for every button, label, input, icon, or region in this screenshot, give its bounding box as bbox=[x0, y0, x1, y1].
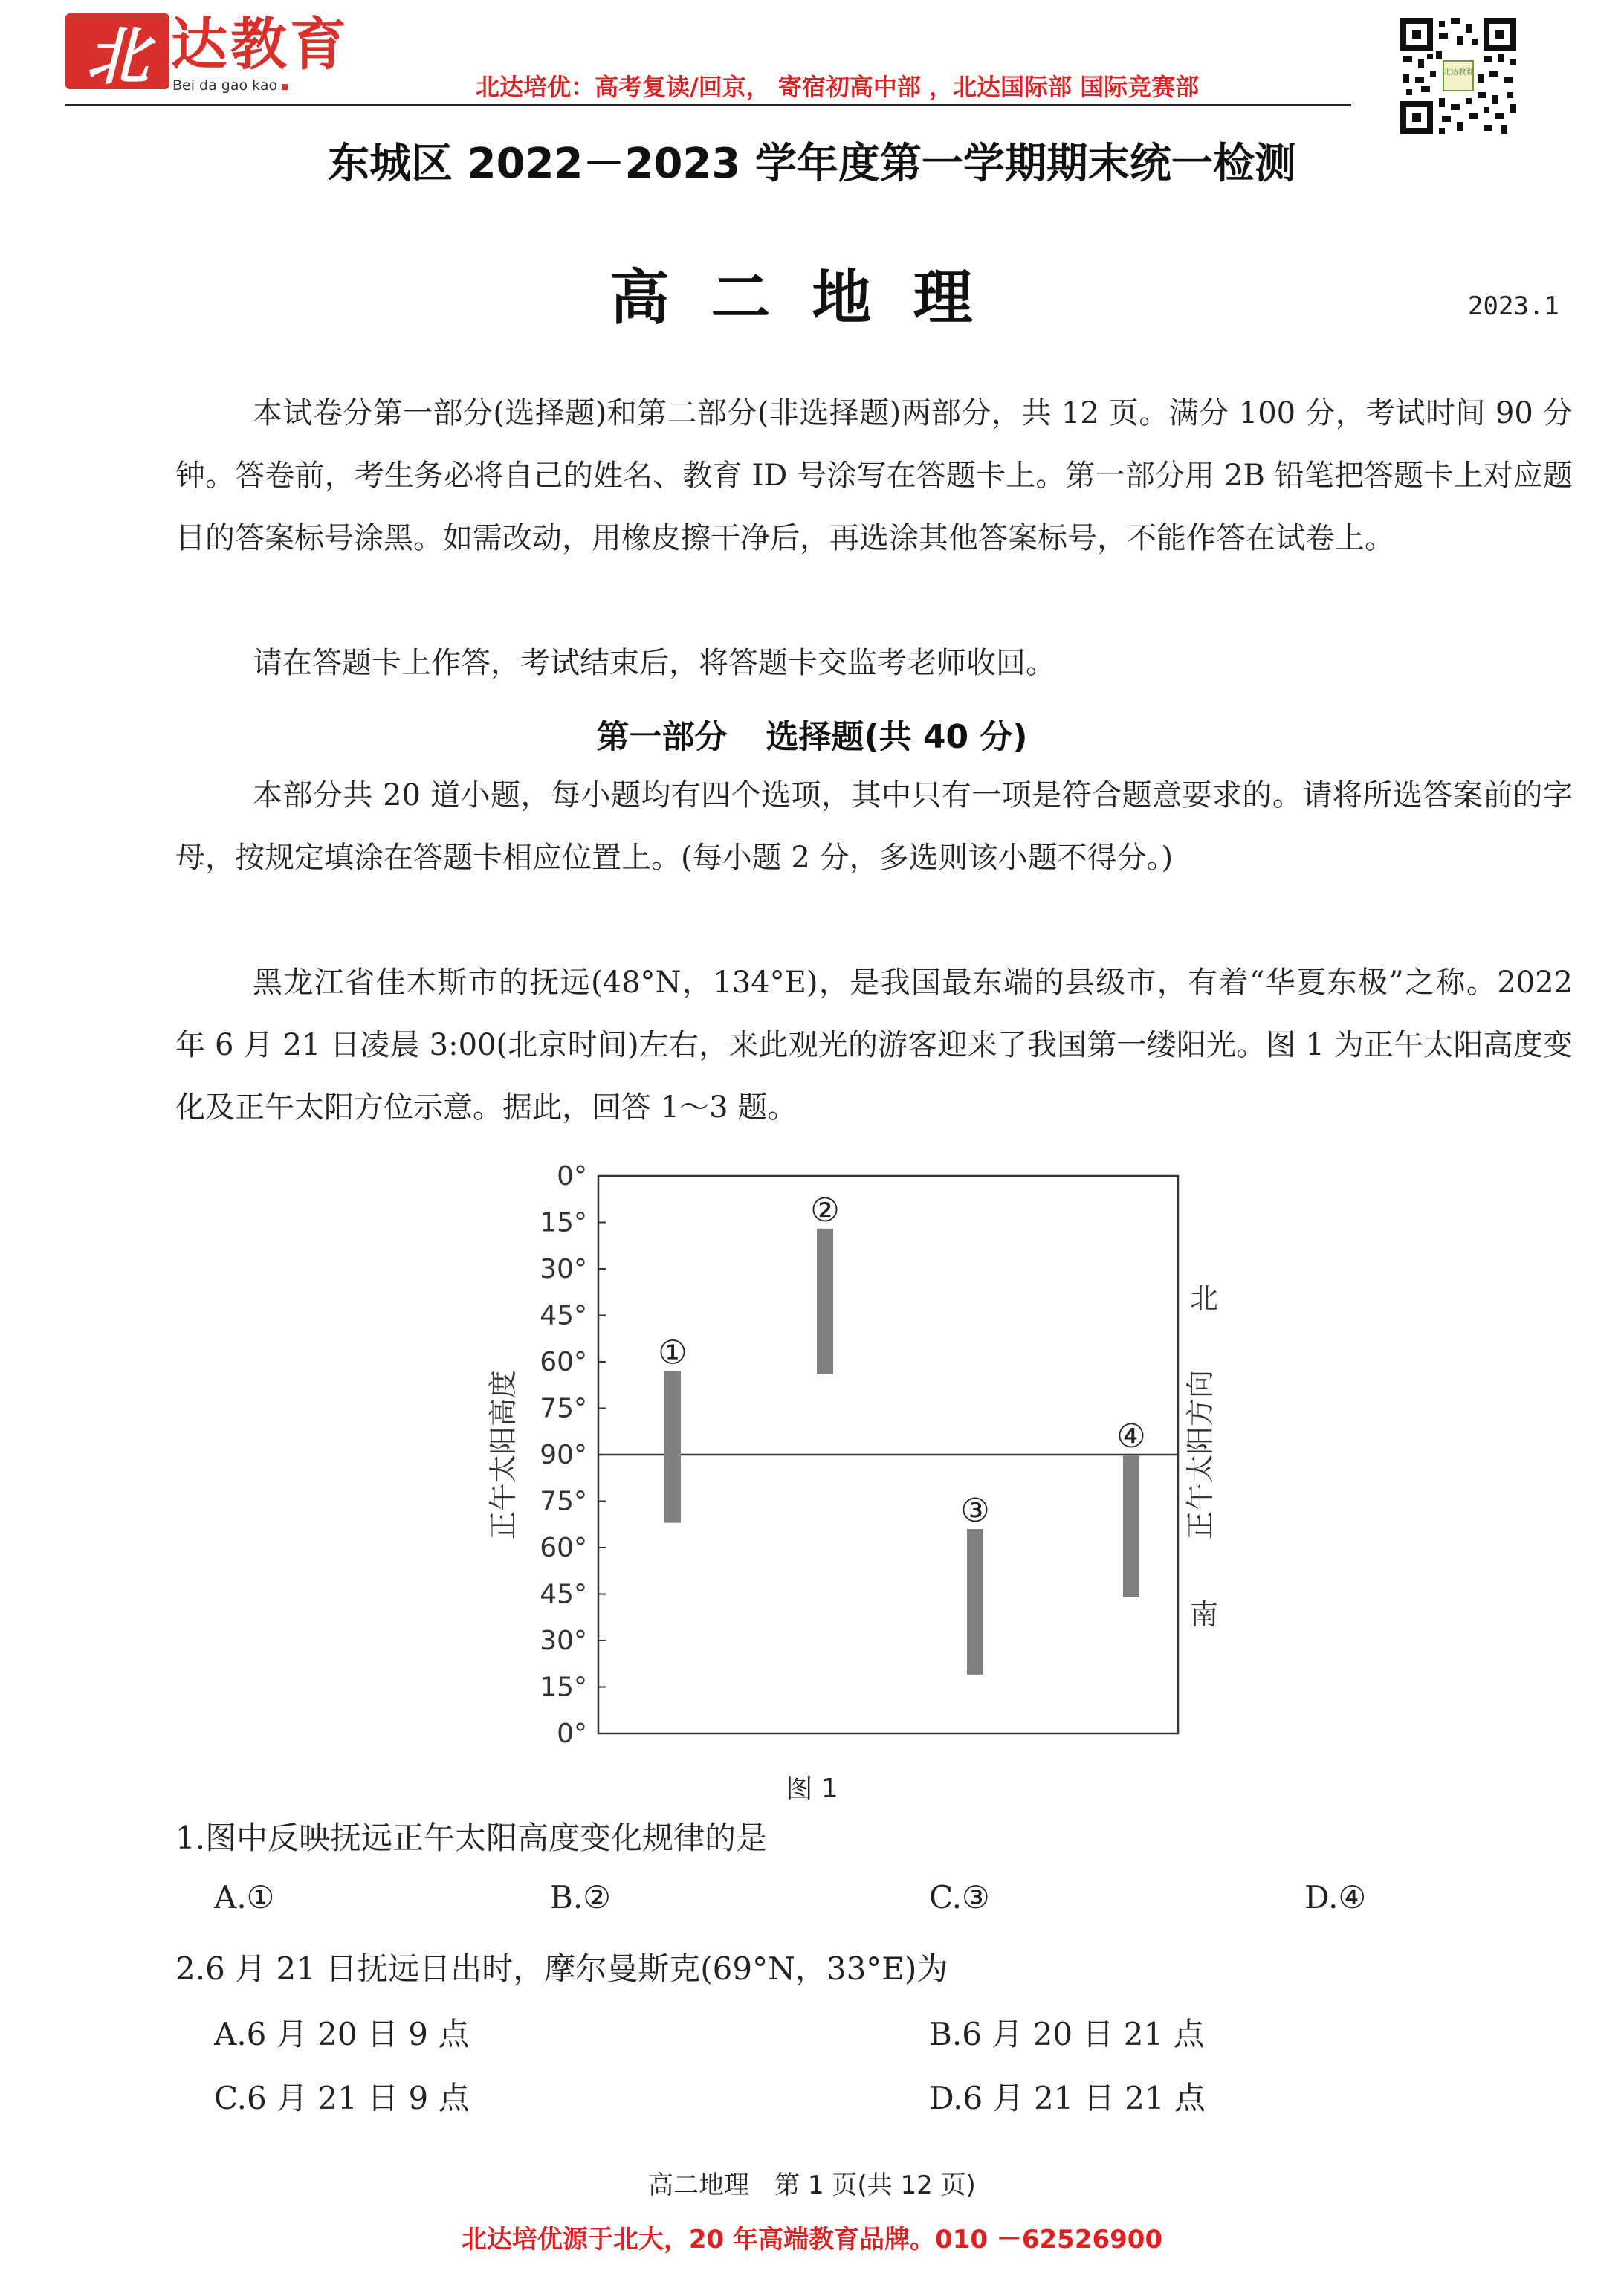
section-title bbox=[0, 710, 1624, 757]
bar-3 bbox=[967, 1529, 983, 1675]
y-tick-label: 45° bbox=[540, 1579, 587, 1610]
question-1-option-c[interactable]: C.③ bbox=[929, 1879, 990, 1916]
y-tick-label: 0° bbox=[557, 1719, 587, 1749]
right-axis-label: 正午太阳方向 bbox=[1184, 1369, 1217, 1540]
y-tick-label: 60° bbox=[540, 1347, 587, 1377]
right-south-label: 南 bbox=[1189, 1598, 1219, 1631]
bar-2 bbox=[817, 1229, 833, 1374]
y-tick-label: 30° bbox=[540, 1626, 587, 1656]
y-tick-label: 90° bbox=[540, 1440, 587, 1470]
qr-code-icon bbox=[1397, 15, 1519, 137]
question-2-option-c[interactable]: C.6 月 21 日 9 点 bbox=[214, 2080, 470, 2116]
y-tick-label: 15° bbox=[540, 1207, 587, 1238]
bar-4 bbox=[1123, 1455, 1139, 1597]
header-divider bbox=[65, 104, 1351, 106]
y-tick-label: 0° bbox=[557, 1161, 587, 1192]
figure-1-chart bbox=[446, 1160, 1226, 1754]
page-title: 东城区 2022－2023 学年度第一学期期末统一检测 bbox=[328, 140, 1296, 188]
question-context: 黑龙江省佳木斯市的抚远(48°N，134°E)，是我国最东端的县级市，有着“华夏东极”之称。2022 年 6 月 21 日凌晨 3:00(北京时间)左右，来此观光的游客迎来了我国第一缕阳光。图 1 为正午太阳高度变化及正午太阳方位示意。据此，回答 1～3 题。 bbox=[175, 966, 1573, 1125]
y-tick-label: 75° bbox=[540, 1486, 587, 1517]
logo-subtext: Bei da gao kao bbox=[172, 77, 288, 94]
section-title-name: 选择题(共 40 分) bbox=[766, 718, 1028, 756]
subject-title: 高二地理 bbox=[609, 262, 1015, 332]
figure-caption: 图 1 bbox=[786, 1774, 838, 1804]
question-2-option-d[interactable]: D.6 月 21 日 21 点 bbox=[929, 2080, 1206, 2116]
question-1-stem: 1.图中反映抚远正午太阳高度变化规律的是 bbox=[175, 1820, 768, 1856]
question-1-option-a[interactable]: A.① bbox=[214, 1879, 275, 1916]
brand-footer: 北达培优源于北大，20 年高端教育品牌。010 －62526900 bbox=[461, 2225, 1163, 2254]
question-2-option-a[interactable]: A.6 月 20 日 9 点 bbox=[214, 2016, 470, 2052]
y-tick-label: 45° bbox=[540, 1300, 587, 1331]
bar-label-4: ④ bbox=[1116, 1418, 1146, 1455]
logo-mark: 北 bbox=[65, 13, 169, 89]
section-title-part: 第一部分 bbox=[596, 718, 728, 756]
question-2-option-b[interactable]: B.6 月 20 日 21 点 bbox=[929, 2016, 1205, 2052]
right-north-label: 北 bbox=[1189, 1282, 1219, 1315]
question-1-option-b[interactable]: B.② bbox=[550, 1879, 611, 1916]
y-tick-label: 30° bbox=[540, 1254, 587, 1284]
instructions-paragraph-1: 本试卷分第一部分(选择题)和第二部分(非选择题)两部分，共 12 页。满分 100 分，考试时间 90 分钟。答卷前，考生务必将自己的姓名、教育 ID 号涂写在答题卡上。第一部分用 2B 铅笔把答题卡上对应题目的答案标号涂黑。如需改动，用橡皮擦干净后，再选涂其他答案标号，不能作答在试卷上。 bbox=[175, 396, 1573, 555]
question-1-option-d[interactable]: D.④ bbox=[1304, 1879, 1367, 1916]
bar-label-2: ② bbox=[810, 1191, 840, 1229]
logo-text: 达教育 bbox=[171, 11, 349, 77]
y-tick-label: 60° bbox=[540, 1533, 587, 1563]
instructions-paragraph-2: 请在答题卡上作答，考试结束后，将答题卡交监考老师收回。 bbox=[253, 646, 1055, 680]
bar-label-3: ③ bbox=[960, 1492, 990, 1530]
exam-date: 2023.1 bbox=[1468, 291, 1559, 321]
y-tick-label: 75° bbox=[540, 1393, 587, 1424]
header-banner: 北达培优：高考复读/回京， 寄宿初高中部 ，北达国际部 国际竞赛部 bbox=[476, 73, 1200, 101]
bar-label-1: ① bbox=[658, 1334, 688, 1372]
y-tick-label: 15° bbox=[540, 1672, 587, 1703]
question-2-stem: 2.6 月 21 日抚远日出时，摩尔曼斯克(69°N，33°E)为 bbox=[175, 1950, 948, 1987]
section-intro: 本部分共 20 道小题，每小题均有四个选项，其中只有一项是符合题意要求的。请将所选答案前的字母，按规定填涂在答题卡相应位置上。(每小题 2 分，多选则该小题不得分。) bbox=[175, 778, 1573, 875]
qr-center-label: 北达教育 bbox=[1443, 68, 1474, 77]
bar-1 bbox=[664, 1371, 681, 1523]
page-footer: 高二地理 第 1 页(共 12 页) bbox=[648, 2171, 976, 2200]
y-axis-label: 正午太阳高度 bbox=[487, 1369, 520, 1540]
